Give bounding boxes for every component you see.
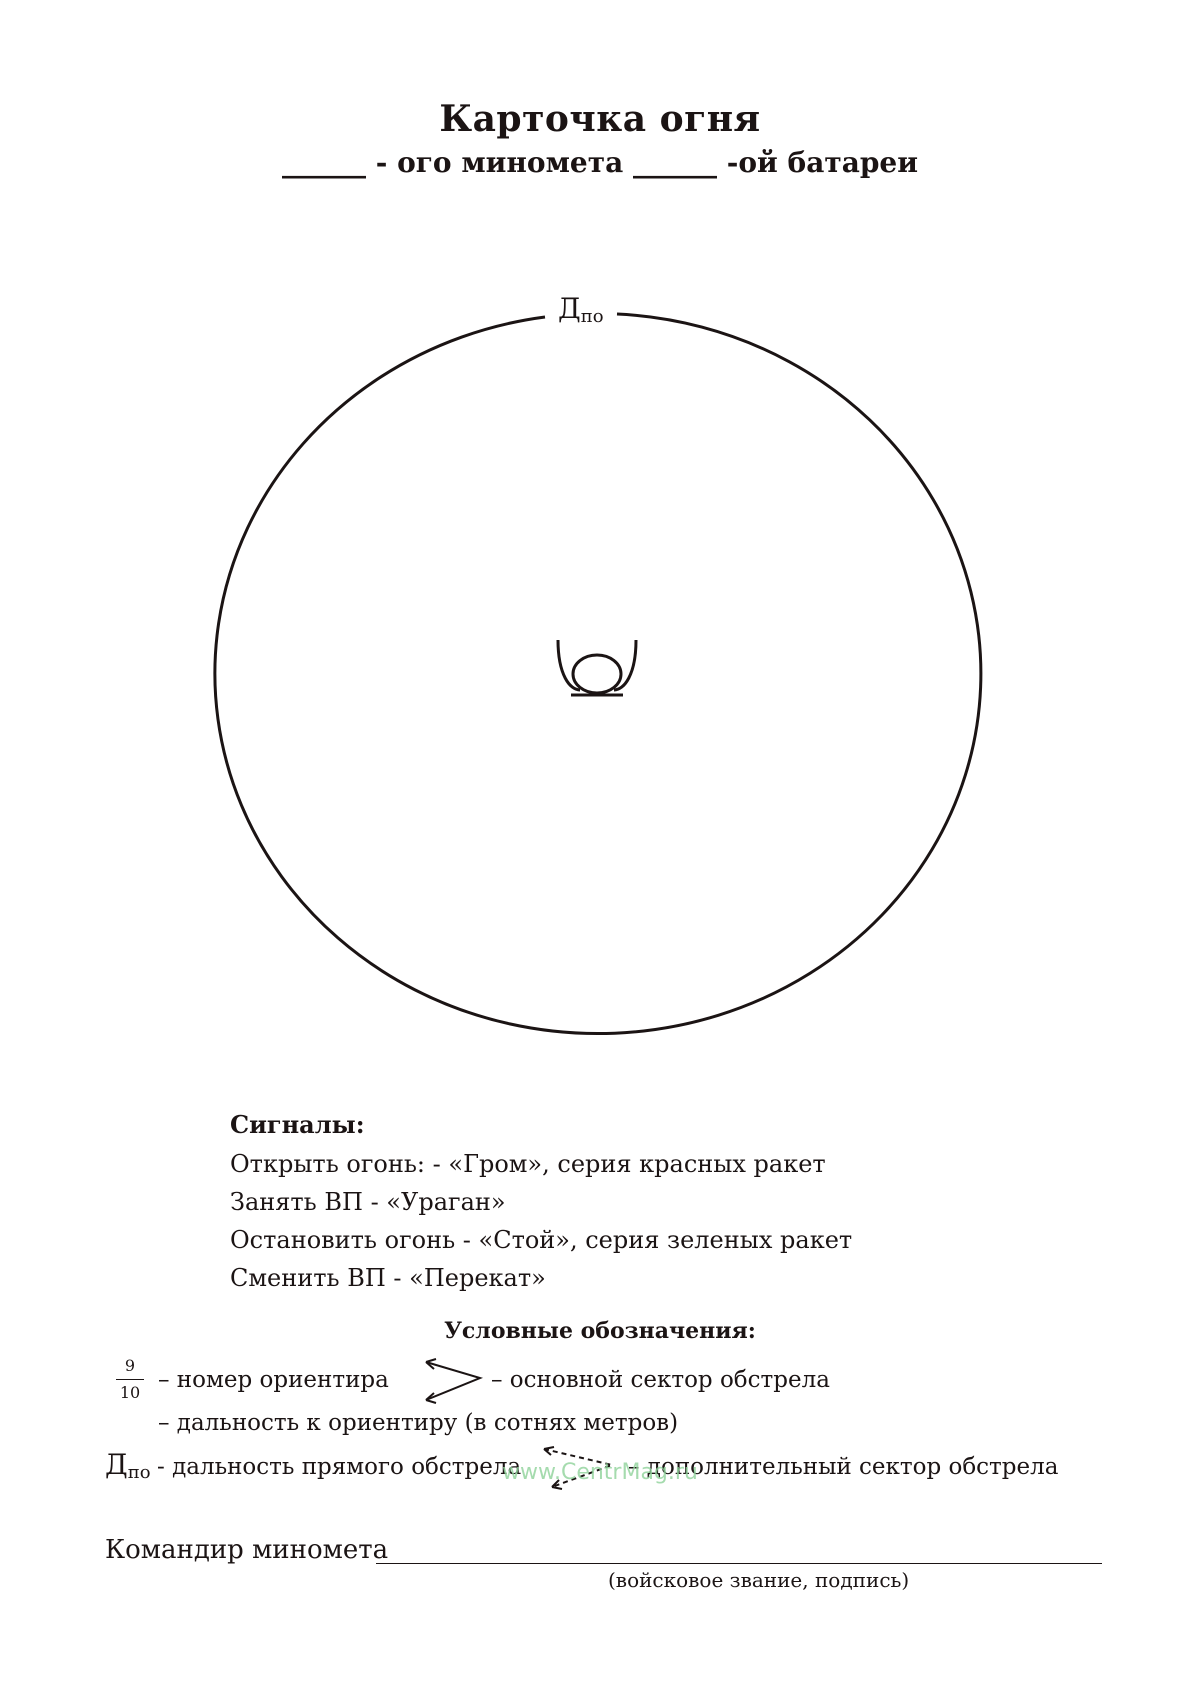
- signals-block: [230, 1110, 852, 1297]
- legend-landmark-number: – номер ориентира: [158, 1367, 389, 1393]
- legend-extra-sector: – дополнительный сектор обстрела: [628, 1454, 1059, 1480]
- signal-item: Остановить огонь - «Стой», серия зеленых ракет: [230, 1226, 853, 1254]
- signature-caption: (войсковое звание, подпись): [608, 1568, 910, 1592]
- signal-item: Занять ВП - «Ураган»: [230, 1188, 506, 1216]
- watermark: www.CentrMag.ru: [502, 1460, 698, 1485]
- page-subtitle: ______ - ого миномета ______ -ой батареи: [281, 146, 919, 179]
- signal-item: Сменить ВП - «Перекат»: [230, 1264, 546, 1292]
- legend-main-sector: – основной сектор обстрела: [491, 1367, 830, 1393]
- signal-item: Открыть огонь: - «Гром», серия красных ракет: [230, 1150, 826, 1178]
- dpo-label-legend: $Д_{по}$: [105, 1448, 151, 1483]
- dpo-label-top: $Д_{по}$: [558, 292, 604, 327]
- fraction-denominator: 10: [119, 1383, 141, 1402]
- legend-dpo-text: - дальность прямого обстрела: [157, 1454, 522, 1480]
- signature-line: [376, 1563, 1102, 1564]
- fraction-bar: [116, 1379, 144, 1380]
- fire-card-diagram: [0, 280, 1200, 1050]
- landmark-fraction: [116, 1355, 144, 1404]
- commander-label: Командир миномета: [105, 1535, 389, 1565]
- fraction-numerator: 9: [124, 1356, 136, 1375]
- main-sector-icon: [420, 1356, 490, 1406]
- legend-landmark-distance: – дальность к ориентиру (в сотнях метров): [158, 1410, 679, 1436]
- page-title: Карточка огня: [439, 98, 761, 140]
- signals-title: Сигналы:: [230, 1110, 365, 1139]
- legend-title: Условные обозначения:: [444, 1318, 756, 1344]
- mortar-position-icon: [558, 640, 636, 695]
- fire-sector-circle: [215, 314, 981, 1034]
